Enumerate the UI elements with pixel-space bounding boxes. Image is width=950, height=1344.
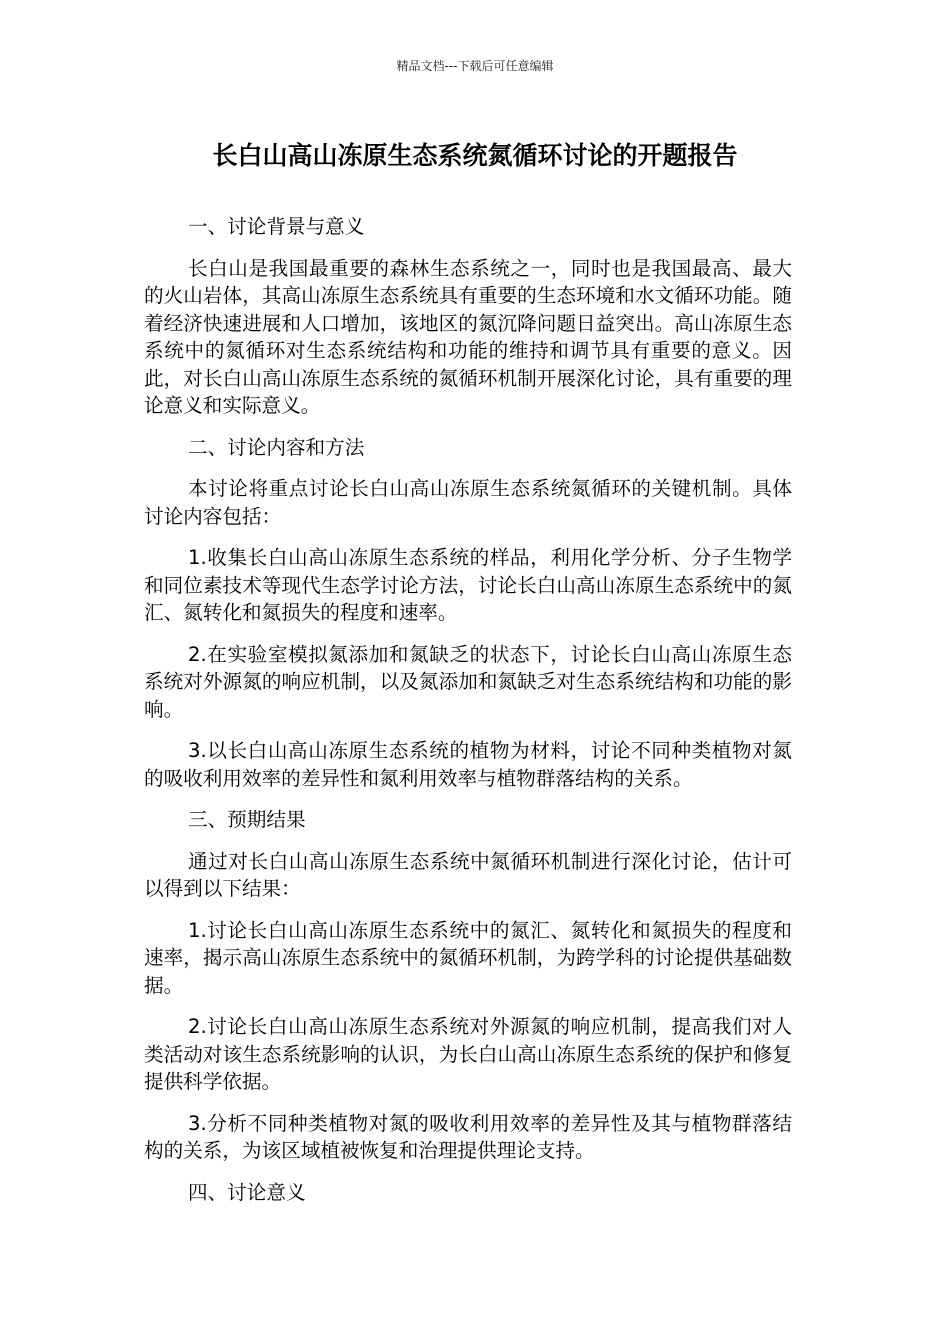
paragraph-content-item-3: 3.以长白山高山冻原生态系统的植物为材料，讨论不同种类植物对氮的吸收利用效率的差异性和氮利用效率与植物群落结构的关系。 (144, 739, 792, 790)
section-heading-content-methods: 二、讨论内容和方法 (188, 435, 365, 459)
paragraph-results-item-2: 2.讨论长白山高山冻原生态系统对外源氮的响应机制，提高我们对人类活动对该生态系统影响的认识，为长白山高山冻原生态系统的保护和修复提供科学依据。 (144, 1015, 792, 1093)
paragraph-background: 长白山是我国最重要的森林生态系统之一，同时也是我国最高、最大的火山岩体，其高山冻原生态系统具有重要的生态环境和水文循环功能。随着经济快速进展和人口增加，该地区的氮沉降问题日益突出。高山冻原生态系统中的氮循环对生态系统结构和功能的维持和调节具有重要的意义。因此，对长白山高山冻原生态系统的氮循环机制开展深化讨论，具有重要的理论意义和实际意义。 (144, 256, 792, 417)
paragraph-content-item-2: 2.在实验室模拟氮添加和氮缺乏的状态下，讨论长白山高山冻原生态系统对外源氮的响应机制，以及氮添加和氮缺乏对生态系统结构和功能的影响。 (144, 642, 792, 721)
paragraph-content-item-1: 1.收集长白山高山冻原生态系统的样品，利用化学分析、分子生物学和同位素技术等现代生态学讨论方法，讨论长白山高山冻原生态系统中的氮汇、氮转化和氮损失的程度和速率。 (144, 546, 792, 624)
paragraph-results-intro: 通过对长白山高山冻原生态系统中氮循环机制进行深化讨论，估计可以得到以下结果： (144, 849, 792, 900)
section-heading-significance: 四、讨论意义 (188, 1180, 306, 1204)
section-heading-expected-results: 三、预期结果 (188, 808, 306, 831)
paragraph-results-item-1: 1.讨论长白山高山冻原生态系统中的氮汇、氮转化和氮损失的程度和速率，揭示高山冻原生态系统中的氮循环机制，为跨学科的讨论提供基础数据。 (144, 918, 792, 997)
section-heading-background: 一、讨论背景与意义 (188, 215, 365, 238)
document-title: 长白山高山冻原生态系统氮循环讨论的开题报告 (212, 141, 738, 170)
document-body (144, 213, 792, 1220)
paragraph-content-intro: 本讨论将重点讨论长白山高山冻原生态系统氮循环的关键机制。具体讨论内容包括： (144, 477, 792, 528)
paragraph-results-item-3: 3.分析不同种类植物对氮的吸收利用效率的差异性及其与植物群落结构的关系，为该区域植被恢复和治理提供理论支持。 (144, 1111, 792, 1162)
header-note: 精品文档---下载后可任意编辑 (396, 59, 554, 73)
